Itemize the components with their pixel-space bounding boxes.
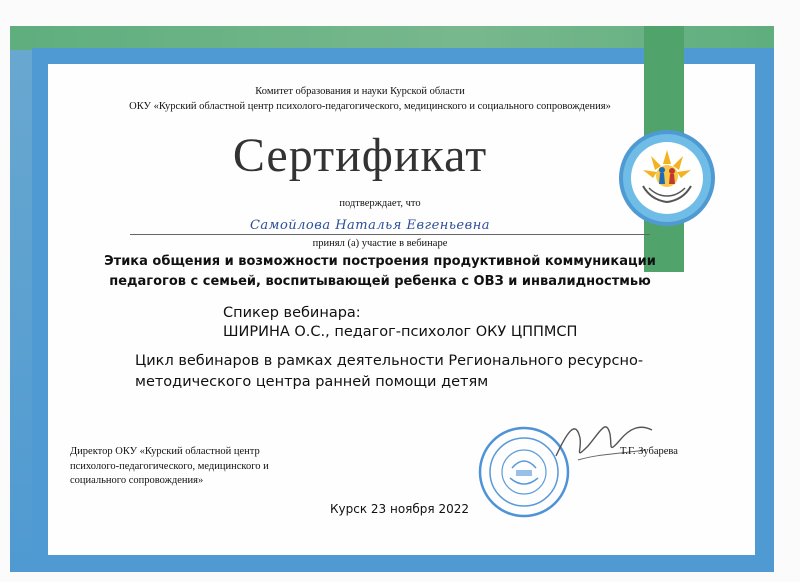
confirms-text: подтверждает, что: [339, 198, 421, 209]
participation-text: принял (а) участие в вебинаре: [312, 238, 448, 249]
outer-frame-left-blue: [10, 26, 34, 572]
webinar-topic-line-1: Этика общения и возможности построения продуктивной коммуникации: [104, 254, 656, 269]
signature-icon: [548, 410, 658, 470]
director-line-3: социального сопровождения»: [70, 475, 204, 486]
director-line-2: психолого-педагогического, медицинского и: [70, 461, 269, 472]
webinar-topic-line-2: педагогов с семьей, воспитывающей ребенка с ОВЗ и инвалидностмью: [109, 274, 651, 289]
director-line-1: Директор ОКУ «Курский областной центр: [70, 446, 260, 457]
name-underline: [130, 234, 650, 235]
speaker-name: ШИРИНА О.С., педагог-психолог ОКУ ЦППМСП: [223, 324, 578, 340]
org-line-1: Комитет образования и науки Курской области: [255, 86, 465, 97]
signer-name: Т.Г. Зубарева: [620, 446, 678, 457]
recipient-name: Самойлова Наталья Евгеньевна: [249, 218, 491, 233]
cycle-line-2: методического центра ранней помощи детям: [135, 374, 489, 390]
cycle-line-1: Цикл вебинаров в рамках деятельности Регионального ресурсно-: [135, 353, 644, 369]
place-date: Курск 23 ноября 2022: [330, 502, 469, 516]
org-line-2: ОКУ «Курский областной центр психолого-педагогического, медицинского и социального сопровождения»: [129, 101, 611, 112]
certificate-title: Сертификат: [232, 129, 488, 182]
speaker-label: Спикер вебинара:: [223, 305, 361, 321]
